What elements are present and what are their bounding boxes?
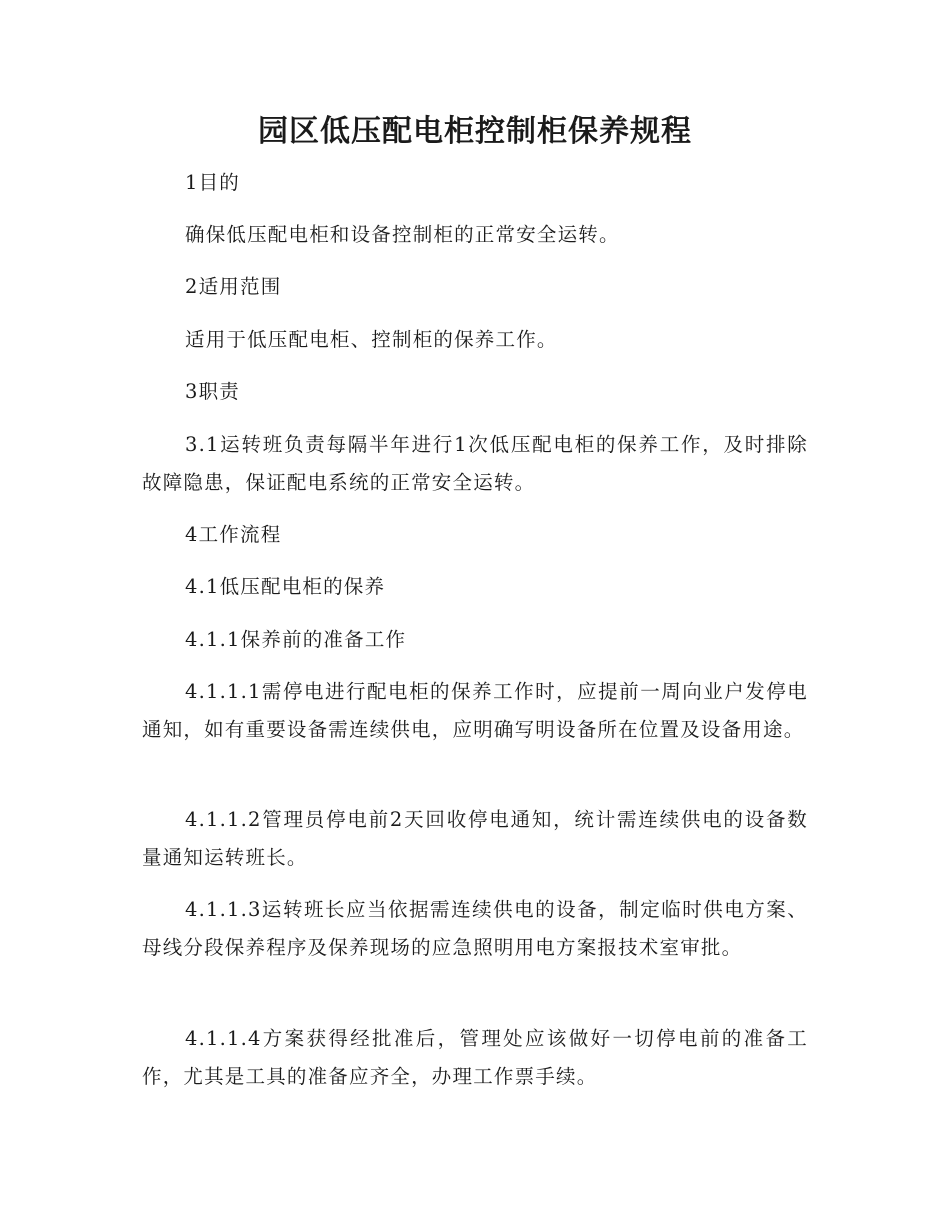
subsection-heading-4-1-1: 4.1.1保养前的准备工作 xyxy=(185,628,407,651)
paragraph-4-1-1-4: 4.1.1.4方案获得经批准后，管理处应该做好一切停电前的准备工作，尤其是工具的准备应齐全，办理工作票手续。 xyxy=(142,1027,808,1088)
paragraph-responsibility: 3.1运转班负责每隔半年进行1次低压配电柜的保养工作，及时排除故障隐患，保证配电系统的正常安全运转。 xyxy=(142,433,808,494)
section-heading-responsibility: 3职责 xyxy=(185,380,241,403)
paragraph-4-1-1-3: 4.1.1.3运转班长应当依据需连续供电的设备，制定临时供电方案、母线分段保养程序及保养现场的应急照明用电方案报技术室审批。 xyxy=(142,898,808,959)
paragraph-4-1-1-1: 4.1.1.1需停电进行配电柜的保养工作时，应提前一周向业户发停电通知，如有重要设备需连续供电，应明确写明设备所在位置及设备用途。 xyxy=(142,680,808,741)
paragraph-4-1-1-2: 4.1.1.2管理员停电前2天回收停电通知，统计需连续供电的设备数量通知运转班长。 xyxy=(142,808,808,869)
document-title: 园区低压配电柜控制柜保养规程 xyxy=(258,114,692,149)
subsection-heading-4-1: 4.1低压配电柜的保养 xyxy=(185,575,386,598)
section-heading-scope: 2适用范围 xyxy=(185,275,282,298)
section-heading-purpose: 1目的 xyxy=(185,171,241,194)
paragraph-scope: 适用于低压配电柜、控制柜的保养工作。 xyxy=(185,328,558,351)
paragraph-purpose: 确保低压配电柜和设备控制柜的正常安全运转。 xyxy=(185,223,620,246)
section-heading-workflow: 4工作流程 xyxy=(185,523,282,546)
